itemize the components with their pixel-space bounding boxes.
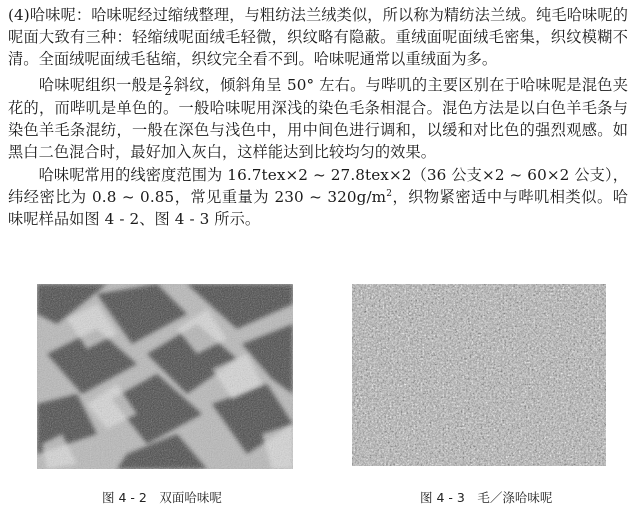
fabric-twill-photo [37, 284, 293, 469]
paragraph-text-before: 哈味呢常用的线密度范围为 16.7tex×2 ~ 27.8tex×2（36 公支×2 ~ 60×2 公支），纬经密比为 0.8 ~ 0.85，常见重量为 230 ~ 320g/m [8, 166, 628, 206]
fraction-denominator: 2 [164, 84, 172, 98]
figure-caption: 图 4 - 3 毛／涤哈味呢 [420, 490, 553, 505]
paragraph-yarn-density [8, 164, 628, 230]
paragraph-text: (4)哈味呢：哈味呢经过缩绒整理，与粗纺法兰绒类似，所以称为精纺法兰绒。纯毛哈味呢的呢面大致有三种：轻缩绒呢面绒毛轻微，织纹略有隐蔽。重绒面呢面绒毛密集，织纹模糊不清。全面绒呢面绒毛毡缩，织纹完全看不到。哈味呢通常以重绒面为多。 [8, 6, 628, 68]
paragraph-text-after: 斜纹，倾斜角呈 50° 左右。与哔叽的主要区别在于哈味呢是混色夹花的，而哔叽是单色的。一般哈味呢用深浅的染色毛条相混合。混色方法是以白色羊毛条与染色羊毛条混纺，一般在深色与浅色中，用中间色进行调和，以缓和对比色的强烈观感。如黑白二色混合时，最好加入灰白，这样能达到比较均匀的效果。 [8, 76, 629, 161]
paragraph-text-after: ，织物紧密适中与哔叽相类似。哈味呢样品如图 4 - 2、图 4 - 3 所示。 [8, 188, 629, 228]
paragraph-weave-structure [8, 74, 628, 163]
twill-fraction [163, 73, 172, 98]
paragraph-text-before: 哈味呢组织一般是 [38, 76, 163, 94]
paragraph-harvey-intro [8, 4, 628, 70]
fabric-speckled-photo [352, 284, 606, 466]
superscript-exponent: 2 [386, 188, 393, 199]
figure-caption: 图 4 - 2 双面哈味呢 [102, 490, 222, 505]
fraction-numerator: 2 [164, 73, 172, 87]
